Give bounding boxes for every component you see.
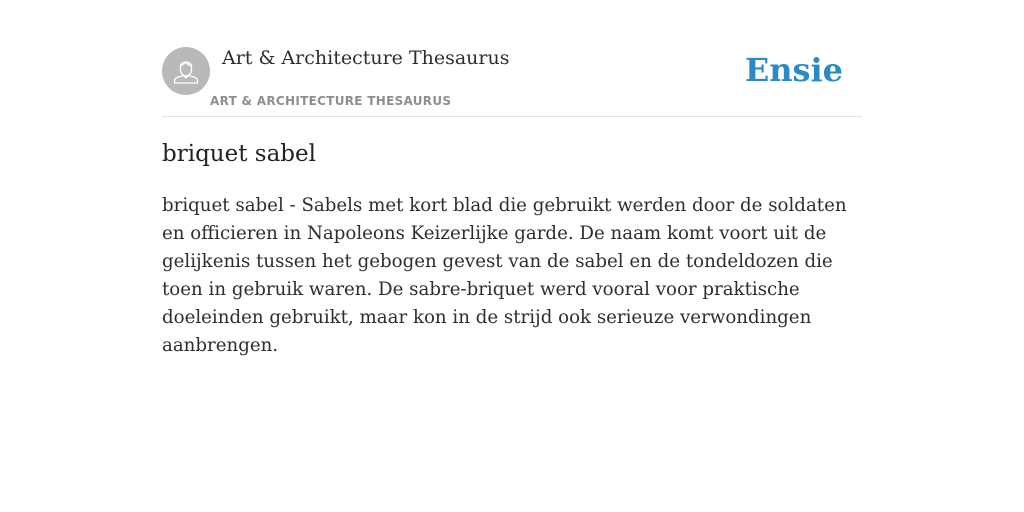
article-title: briquet sabel xyxy=(162,141,316,167)
article-body: briquet sabel - Sabels met kort blad die gebruikt werden door de soldaten en officieren in Napoleons Keizerlijke garde. De naam komt voort uit de gelijkenis tussen het gebogen gevest van de sabel en de tondeldozen die toen in gebruik waren. De sabre-briquet werd vooral voor praktische doeleinden gebruikt, maar kon in de strijd ook serieuze verwondingen aanbrengen. xyxy=(162,195,847,356)
author-name[interactable]: Art & Architecture Thesaurus xyxy=(222,47,510,69)
user-silhouette-icon xyxy=(162,47,210,95)
author-avatar[interactable] xyxy=(162,47,210,95)
header xyxy=(162,0,862,117)
brand-logo[interactable]: Ensie xyxy=(744,51,843,89)
author-subtitle[interactable]: ART & ARCHITECTURE THESAURUS xyxy=(210,94,452,108)
